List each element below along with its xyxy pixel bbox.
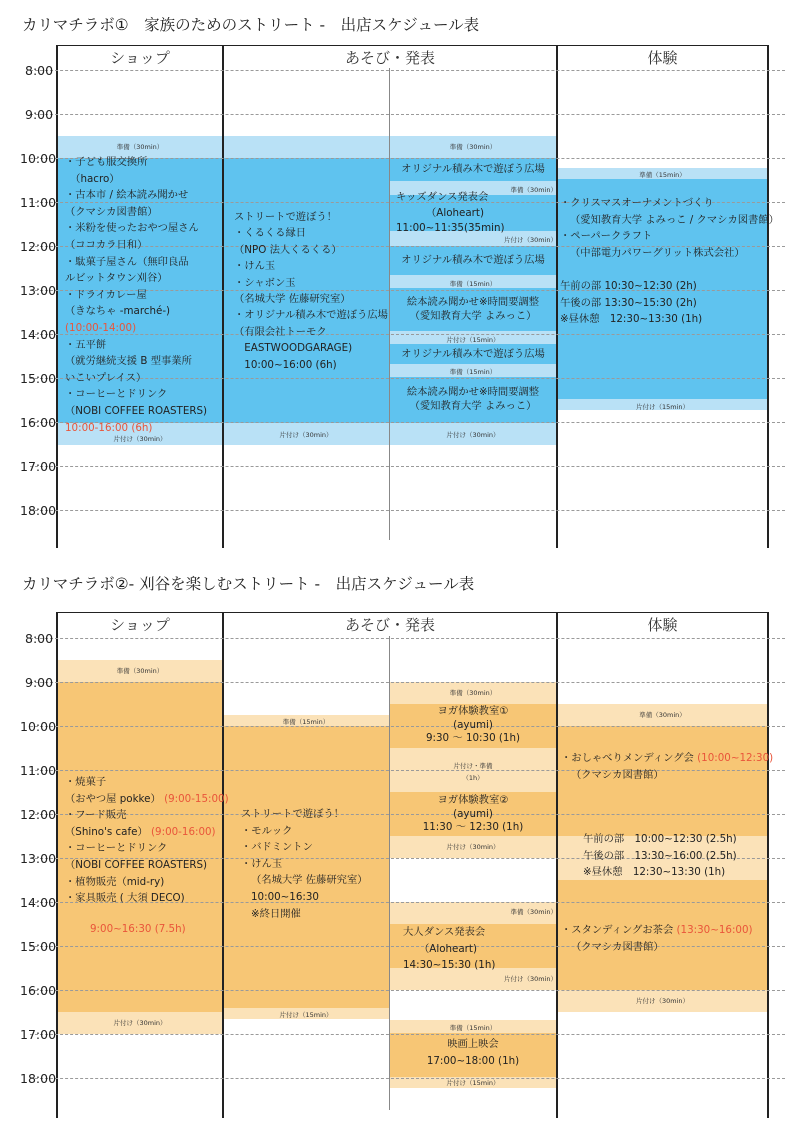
time-label: 14:00 xyxy=(20,895,57,910)
time-label: 17:00 xyxy=(20,1027,57,1042)
time-label: 11:00 xyxy=(20,195,57,210)
cleanup-note: 片付け（30min） xyxy=(113,1019,167,1027)
stage-item: オリジナル積み木で遊ぼう広場 xyxy=(401,254,545,266)
experience-item: ・おしゃべりメンディング会 (10:00~12:30) （クマシカ図書館） xyxy=(561,752,774,781)
time-label: 9:00 xyxy=(25,107,54,122)
grid-left-border xyxy=(56,45,58,548)
cleanup-note: 片付け（30min） xyxy=(446,431,500,439)
experience-schedule: 午前の部 10:00~12:30 (2.5h) 午後の部 13:30~16:00 (2.5h) ※昼休憩 12:30~13:30 (1h) xyxy=(583,833,737,878)
hour-gridline xyxy=(30,70,785,71)
time-label: 10:00 xyxy=(20,151,57,166)
stage-item: ヨガ体験教室② (ayumi) 11:30 〜 12:30 (1h) xyxy=(422,794,524,833)
cleanup-note: 片付け（15min） xyxy=(279,1011,333,1019)
schedule-1-title: カリマチラボ① 家族のためのストリート - 出店スケジュール表 xyxy=(22,16,480,34)
cleanup-note: 片付け（30min） xyxy=(503,975,557,983)
prep-note: 準備（30min） xyxy=(510,186,557,194)
prep-note: 準備（30min） xyxy=(116,667,164,675)
grid-left-border xyxy=(56,612,58,1118)
stage-item: ヨガ体験教室① (ayumi) 9:30 〜 10:30 (1h) xyxy=(425,705,521,744)
cleanup-note: 片付け（15min） xyxy=(446,336,500,344)
cleanup-note: 片付け（30min） xyxy=(446,843,500,851)
column-play-heading: あそび・発表 xyxy=(344,616,435,634)
stage-item: 絵本読み聞かせ※時間要調整 （愛知教育大学 よみっこ） xyxy=(406,296,540,322)
time-label: 14:00 xyxy=(20,327,57,342)
column-experience-heading: 体験 xyxy=(647,616,678,634)
play-activity-list: ストリートで遊ぼう！ ・モルック ・バドミントン ・けん玉 （名城大学 佐藤研究室） 10:00~16:30 ※終日開催 xyxy=(241,808,368,920)
experience-list: ・クリスマスオーナメントづくり （愛知教育大学 よみっこ / クマシカ図書館） ・ペーパークラフト （中部電力パワーグリット株式会社） 午前の部 10:30~12:30 (2h) 午後の部 13:30~15:30 (2h) ※昼休憩 12:30~13:30 (1h) xyxy=(560,197,779,326)
time-label: 18:00 xyxy=(20,503,57,518)
time-label: 15:00 xyxy=(20,371,57,386)
shop-vendor-list: ・焼菓子 （おやつ屋 pokke） (9:00-15:00) ・フード販売 （Shino's cafe） (9:00-16:00) ・コーヒーとドリンク （NOBI COFFEE ROASTERS) ・植物販売（mid-ry) ・家具販売 ( 大須 DECO) xyxy=(65,776,229,905)
column-play-heading: あそび・発表 xyxy=(344,49,435,67)
stage-item: オリジナル積み木で遊ぼう広場 xyxy=(401,163,545,175)
time-label: 13:00 xyxy=(20,851,57,866)
cleanup-note: 片付け（30min） xyxy=(635,997,690,1005)
hour-gridline xyxy=(30,510,785,511)
grid-right-border xyxy=(767,612,769,1118)
header-rule xyxy=(57,45,769,46)
time-label: 8:00 xyxy=(25,631,54,646)
cleanup-note: 片付け（30min） xyxy=(279,431,333,439)
time-label: 16:00 xyxy=(20,415,57,430)
schedule-2-title: カリマチラボ②- 刈谷を楽しむストリート - 出店スケジュール表 xyxy=(22,575,475,593)
hour-gridline xyxy=(30,990,785,991)
hour-gridline xyxy=(30,682,785,683)
prep-note: 準備（15min） xyxy=(282,718,330,726)
column-experience-heading: 体験 xyxy=(647,49,678,67)
time-label: 11:00 xyxy=(20,763,57,778)
grid-column-divider xyxy=(222,45,224,548)
hour-gridline xyxy=(30,466,785,467)
stage-item: 映画上映会 17:00~18:00 (1h) xyxy=(426,1038,520,1067)
time-label: 17:00 xyxy=(20,459,57,474)
time-label: 12:00 xyxy=(20,239,57,254)
time-label: 18:00 xyxy=(20,1071,57,1086)
column-shop-heading: ショップ xyxy=(110,49,170,67)
shop-vendor-list: ・子ども服交換所 （hacro） ・古本市 / 絵本読み聞かせ （クマシカ図書館） ・米粉を使ったおやつ屋さん （ココカラ日和） ・駄菓子屋さん（無印良品 ルビットタウン刈谷） ・ドライカレー屋 （きなちゃ -marché-) (10:00-14:00) ・五平餅 （就労継続支援 B 型事業所 いこいプレイス） ・コーヒーとドリンク （NOBI COFFEE ROASTERS) 10:00-16:00 (6h) xyxy=(65,156,208,434)
prep-note: 準備（30min） xyxy=(639,711,686,719)
prep-note: 準備（30min） xyxy=(449,689,497,697)
hour-gridline xyxy=(30,638,785,639)
prep-note: 準備（15min） xyxy=(449,280,497,288)
time-label: 12:00 xyxy=(20,807,57,822)
prep-note: 準備（30min） xyxy=(116,143,164,151)
stage-item: 大人ダンス発表会 （Aloheart) 14:30~15:30 (1h) xyxy=(403,926,496,971)
prep-note: 準備（15min） xyxy=(639,171,686,179)
shop-total-hours: 9:00~16:30 (7.5h) xyxy=(90,923,186,935)
time-label: 10:00 xyxy=(20,719,57,734)
time-label: 9:00 xyxy=(25,675,54,690)
time-label: 13:00 xyxy=(20,283,57,298)
prep-note: 準備（30min） xyxy=(510,908,557,916)
stage-item: キッズダンス発表会 （Aloheart) 11:00~11:35(35min) xyxy=(396,191,505,234)
play-prep-block xyxy=(223,136,389,158)
cleanup-note: 片付け（30min） xyxy=(113,435,167,443)
prep-note: 準備（15min） xyxy=(449,368,497,376)
cleanup-note: 片付け（15min） xyxy=(635,403,690,411)
prep-note: 準備（30min） xyxy=(449,143,497,151)
hour-gridline xyxy=(30,114,785,115)
experience-item: ・スタンディングお茶会 (13:30~16:00) （クマシカ図書館） xyxy=(561,924,753,953)
cleanup-note: 片付け（30min） xyxy=(503,236,557,244)
time-label: 15:00 xyxy=(20,939,57,954)
cleanup-note: 片付け（15min） xyxy=(446,1079,500,1087)
hour-gridline xyxy=(30,1034,785,1035)
prep-note: 準備（15min） xyxy=(449,1024,497,1032)
stage-item: 絵本読み聞かせ※時間要調整 （愛知教育大学 よみっこ） xyxy=(406,386,540,412)
time-label: 8:00 xyxy=(25,63,54,78)
header-rule xyxy=(57,612,769,613)
stage-item: オリジナル積み木で遊ぼう広場 xyxy=(401,348,545,360)
column-shop-heading: ショップ xyxy=(110,616,170,634)
play-activity-list: ストリートで遊ぼう！ ・くるくる縁日 （NPO 法人くるくる） ・けん玉 ・シャボン玉 （名城大学 佐藤研究室） ・オリジナル積み木で遊ぼう広場 （有限会社トーモク EASTWOODGARAGE) 10:00~16:00 (6h) xyxy=(234,211,388,371)
time-label: 16:00 xyxy=(20,983,57,998)
break-note: 片付け・準備 （1h） xyxy=(453,762,493,782)
